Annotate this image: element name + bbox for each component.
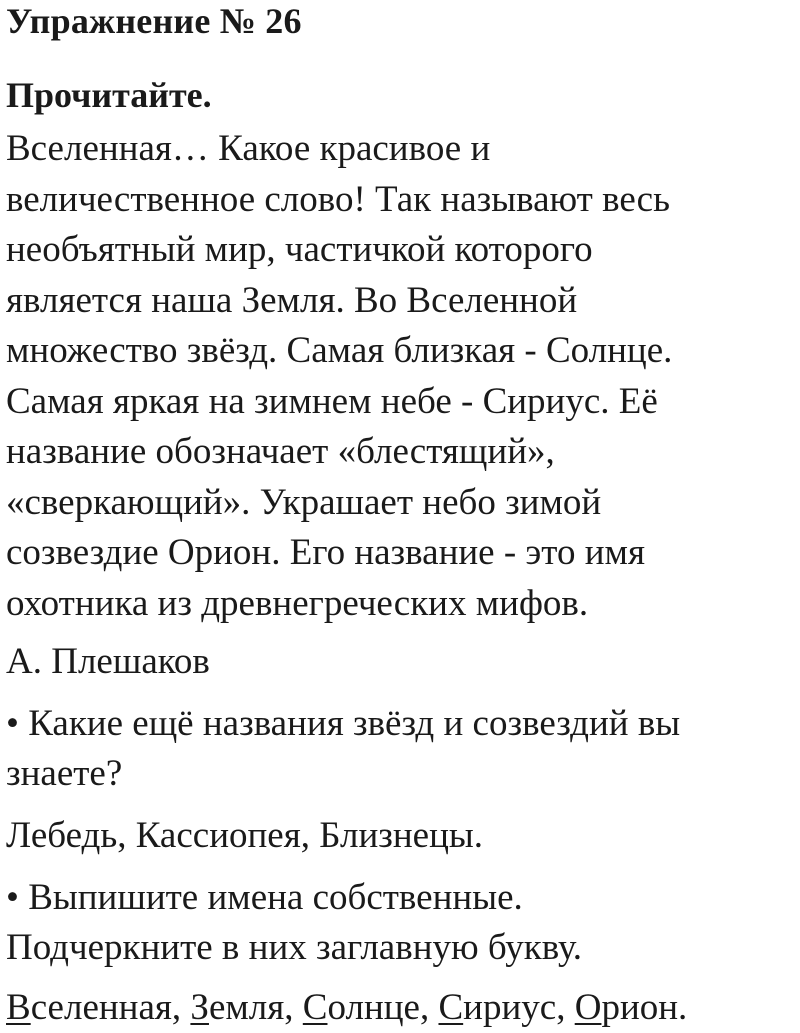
passage-line: созвездие Орион. Его название - это имя [6,532,645,573]
answer-2 [6,983,798,1033]
proper-noun [438,987,574,1028]
instruction-text: Прочитайте. [6,75,212,115]
passage-line: необъятный мир, частичкой которого [6,229,593,270]
question-2-line: Подчеркните в них заглавную букву. [6,927,583,968]
separator: . [678,987,688,1028]
word-rest: рион [601,987,679,1028]
proper-noun [303,987,439,1028]
passage-line: величественное слово! Так называют весь [6,178,670,220]
passage-line: множество звёзд. Самая близкая - Солнце. [6,330,673,371]
passage-line: «сверкающий». Украшает небо зимой [6,481,602,523]
exercise-title: Упражнение № 26 [6,1,302,41]
proper-noun [6,987,190,1028]
word-rest: олнце [327,987,420,1028]
passage-line: охотника из древнегреческих мифов. [6,582,589,624]
separator: , [556,987,575,1028]
question-2-line: • Выпишите имена собственные. [6,877,523,918]
capital-letter: С [438,987,464,1028]
exercise-page [6,0,798,1033]
separator: , [171,987,191,1028]
proper-noun [190,987,302,1028]
author-name: А. Плешаков [6,641,210,682]
passage-line: название обозначает «блестящий», [6,431,555,472]
word-rest: ириус [463,987,557,1028]
answer-1: Лебедь, Кассиопея, Близнецы. [6,815,484,856]
separator: , [419,987,439,1028]
passage [6,124,798,629]
word-rest: емля [208,987,285,1028]
passage-line: Самая яркая на зимнем небе - Сириус. Её [6,380,658,422]
capital-letter: З [190,987,209,1028]
question-2 [6,873,798,973]
capital-letter: В [6,987,31,1028]
question-1 [6,699,798,799]
capital-letter: С [302,987,328,1028]
word-rest: селенная [30,987,172,1028]
separator: , [284,987,303,1028]
passage-line: является наша Земля. Во Вселенной [6,279,578,321]
passage-line: Вселенная… Какое красивое и [6,128,491,169]
question-1-line: • Какие ещё названия звёзд и созвездий вы [6,703,681,744]
question-1-line: знаете? [6,753,123,794]
capital-letter: О [574,987,602,1028]
proper-noun [575,987,688,1028]
